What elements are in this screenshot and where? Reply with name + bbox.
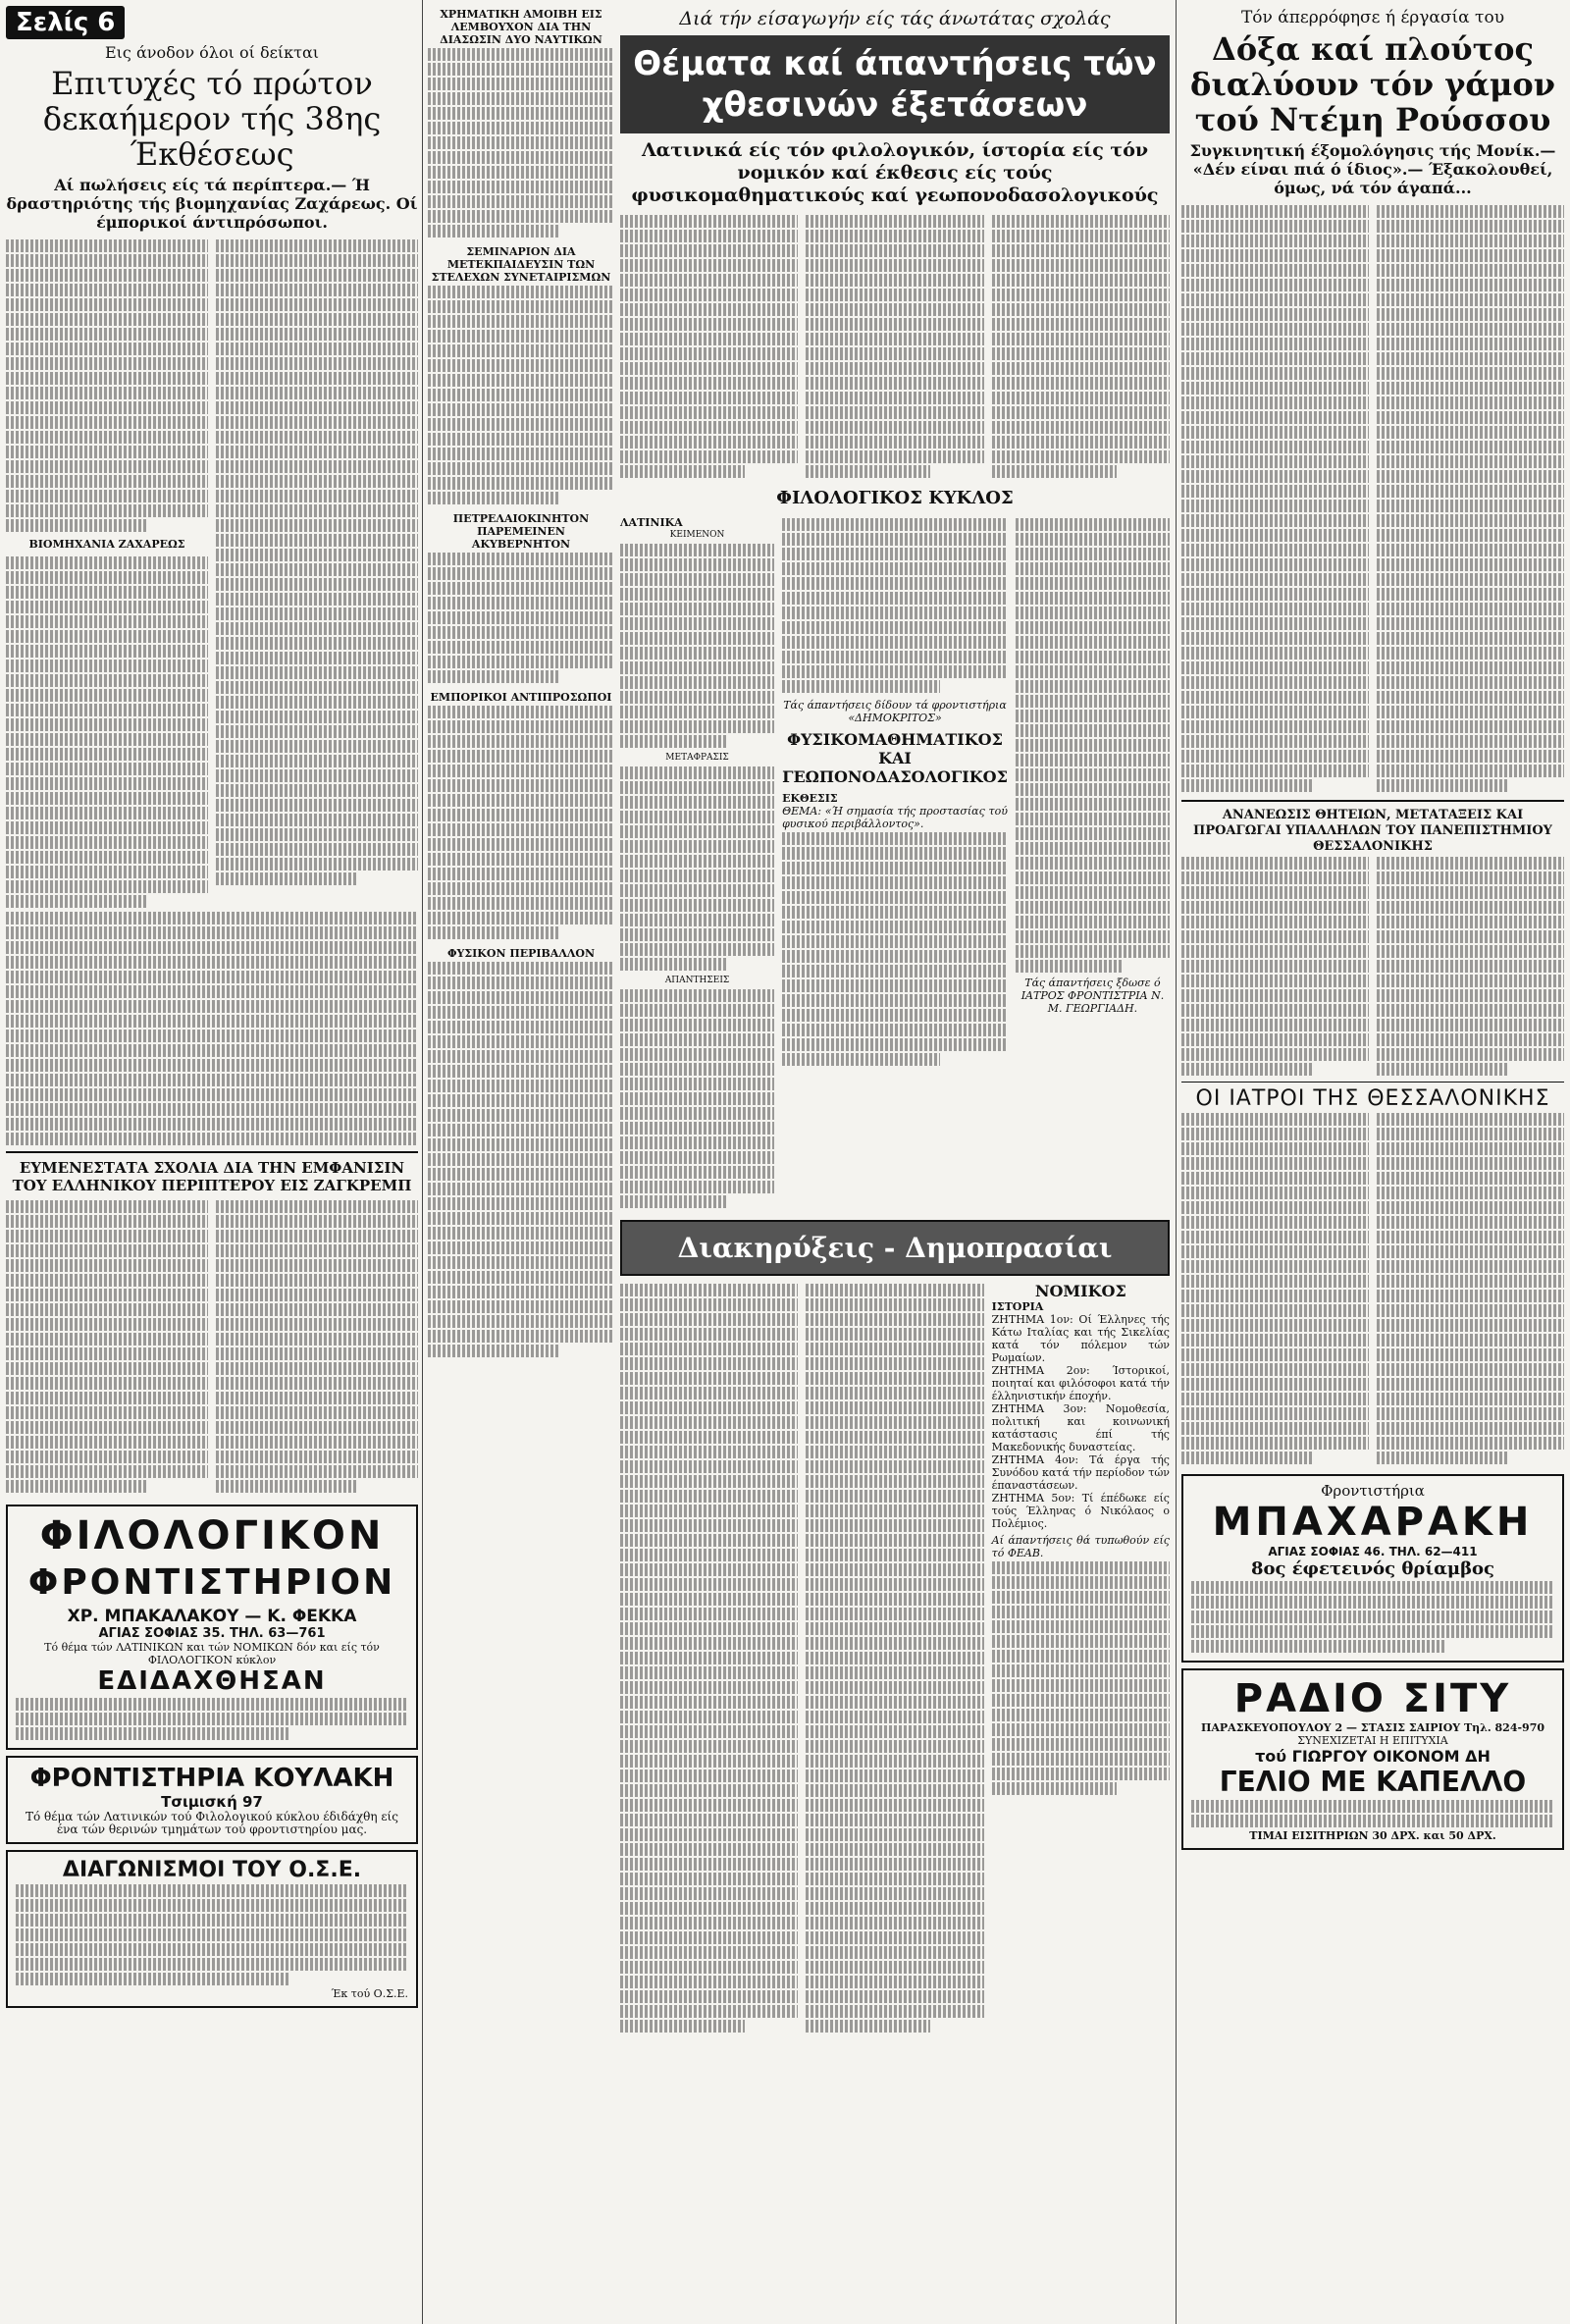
university-section-title: ΑΝΑΝΕΩΣΙΣ ΘΗΤΕΙΩΝ, ΜΕΤΑΤΑΞΕΙΣ ΚΑΙ ΠΡΟΑΓΩΓΑΙ ΥΠΑΛΛΗΛΩΝ ΤΟΥ ΠΑΝΕΠΙΣΤΗΜΙΟΥ ΘΕΣΣΑΛΟΝΙΚΗΣ <box>1193 808 1552 854</box>
ad-koulaki-title: ΦΡΟΝΤΙΣΤΗΡΙΑ ΚΟΥΛΑΚΗ <box>29 1764 394 1793</box>
story1-kicker: Εις άνοδον όλοι οί δείκται <box>104 43 320 62</box>
ad-filologikon-big: ΕΔΙΔΑΧΘΗΣΑΝ <box>97 1666 327 1696</box>
page-label: Σελίς 6 <box>6 6 125 39</box>
ad-filologikon <box>6 1505 418 1750</box>
ad-filologikon-title1: ΦΙΛΟΛΟΓΙΚΟΝ <box>39 1513 385 1558</box>
auction-banner: Διακηρύξεις - Δημοπρασίαι <box>620 1220 1170 1276</box>
ad-radio-city <box>1181 1668 1564 1850</box>
column-second <box>428 0 614 1359</box>
h-seminar: ΣΕΜΙΝΑΡΙΟΝ ΔΙΑ ΜΕΤΕΚΠΑΙΔΕΥΣΙΝ ΤΩΝ ΣΤΕΛΕΧΩΝ ΣΥΝΕΤΑΙΡΙΣΜΩΝ <box>431 245 611 284</box>
column-rule <box>422 0 423 2324</box>
section-fysikomath: ΦΥΣΙΚΟΜΑΘΗΜΑΤΙΚΟΣ ΚΑΙ ΓΕΩΠΟΝΟΔΑΣΟΛΟΓΙΚΟΣ <box>782 730 1008 786</box>
radio-show: ΓΕΛΙΟ ΜΕ ΚΑΠΕΛΛΟ <box>1219 1766 1527 1798</box>
question-2: ΖΗΤΗΜΑ 2ον: Ίστορικοί, ποιηταί και φιλόσοφοι κατά τήν έλληνιστικήν έποχήν. <box>991 1364 1170 1402</box>
ekthesi-theme: ΘΕΜΑ: «Ή σημασία τής προστασίας τού φυσικού περιβάλλοντος». <box>782 805 1008 830</box>
ad-bacharaki-kicker: Φροντιστήρια <box>1321 1482 1425 1500</box>
ad-bacharaki-name: ΜΠΑΧΑΡΑΚΗ <box>1212 1500 1534 1545</box>
question-3: ΖΗΤΗΜΑ 3ον: Νομοθεσία, πολιτική και κοινωνική κατάστασις έπί τής Μακεδονικής δυναστείας. <box>991 1402 1170 1453</box>
ad-filologikon-line: Τό θέμα τών ΛΑΤΙΝΙΚΩΝ και τών ΝΟΜΙΚΩΝ δόν και είς τόν ΦΙΛΟΛΟΓΙΚΟΝ κύκλον <box>44 1641 380 1666</box>
radio-line: ΠΑΡΑΣΚΕΥΟΠΟΥΛΟΥ 2 — ΣΤΑΣΙΣ ΣΑΙΡΙΟΥ Τηλ. 824-970 <box>1200 1721 1545 1734</box>
latin-col-c <box>1016 516 1170 1210</box>
latin-col-a <box>620 516 774 1210</box>
center-intro <box>620 213 1170 480</box>
history-title: ΙΣΤΟΡΙΑ <box>991 1300 1044 1313</box>
ad-filologikon-names: ΧΡ. ΜΠΑΚΑΛΑΚΟΥ — Κ. ΦΕΚΚΑ <box>67 1607 357 1626</box>
doctors-title: ΟΙ ΙΑΤΡΟΙ ΤΗΣ ΘΕΣΣΑΛΟΝΙΚΗΣ <box>1195 1086 1550 1111</box>
story4-deck: Συγκινητική έξομολόγησις τής Μονίκ.— «Δέν είναι πιά ό ίδιος».— Έξακολουθεί, όμως, νά τόν άγαπά... <box>1189 141 1556 197</box>
column-center <box>620 0 1170 2034</box>
sub-heading-sugar: ΒΙΟΜΗΧΑΝΙΑ ΖΑΧΑΡΕΩΣ <box>28 538 185 551</box>
ad-koulaki <box>6 1756 418 1844</box>
section-filologikos: ΦΙΛΟΛΟΓΙΚΟΣ ΚΥΚΛΟΣ <box>776 488 1014 508</box>
h-agents: ΕΜΠΟΡΙΚΟΙ ΑΝΤΙΠΡΟΣΩΠΟΙ <box>430 691 612 704</box>
credit-oeav: Αί άπαντήσεις θά τυπωθούν είς τό ΦΕΑΒ. <box>991 1534 1170 1559</box>
center-deck: Λατινικά είς τόν φιλολογικόν, ίστορία είς τόν νομικόν καί έκθεσις είς τούς φυσικομαθηματικούς καί γεωπονοδασολογικούς <box>631 139 1159 206</box>
column-left <box>6 0 418 2014</box>
h-tanker: ΠΕΤΡΕΛΑΙΟΚΙΝΗΤΟΝ ΠΑΡΕΜΕΙΝΕΝ ΑΚΥΒΕΡΝΗΤΟΝ <box>452 512 590 551</box>
latin-translation-label: ΜΕΤΑΦΡΑΣΙΣ <box>665 753 729 763</box>
latin-text-label: ΚΕΙΜΕΝΟΝ <box>669 530 725 540</box>
ekthesi-title: ΕΚΘΕΣΙΣ <box>782 792 838 805</box>
latin-title: ΛΑΤΙΝΙΚΑ <box>620 516 683 529</box>
column-rule-right <box>1176 0 1177 2324</box>
column-right <box>1181 0 1564 1856</box>
h-environment: ΦΥΣΙΚΟΝ ΠΕΡΙΒΑΛΛΟΝ <box>446 947 596 960</box>
credit-dimokritos: Τάς άπαντήσεις δίδουν τά φροντιστήρια «ΔΗΜΟΚΡΙΤΟΣ» <box>783 699 1007 724</box>
story1-deck: Αί πωλήσεις είς τά περίπτερα.— Ή δραστηριότης τής βιομηχανίας Ζαχάρεως. Οί έμπορικοί άντιπρόσωποι. <box>6 176 418 232</box>
story1-headline: Επιτυχές τό πρώτον δεκαήμερον τής 38ης Έκθέσεως <box>42 65 382 173</box>
latin-answers-label: ΑΠΑΝΤΗΣΕΙΣ <box>664 976 730 985</box>
story2-headline: ΕΥΜΕΝΕΣΤΑΤΑ ΣΧΟΛΙΑ ΔΙΑ ΤΗΝ ΕΜΦΑΝΙΣΙΝ ΤΟΥ ΕΛΛΗΝΙΚΟΥ ΠΕΡΙΠΤΕΡΟΥ ΕΙΣ ΖΑΓΚΡΕΜΠ <box>12 1159 412 1194</box>
ad-bacharaki <box>1181 1474 1564 1663</box>
story1-col-a <box>6 238 208 910</box>
story2-body <box>6 1198 418 1495</box>
auction-columns <box>620 1282 1170 2034</box>
radio-prices: ΤΙΜΑΙ ΕΙΣΙΤΗΡΙΩΝ 30 ΔΡΧ. και 50 ΔΡΧ. <box>1249 1829 1496 1842</box>
ad-ose <box>6 1850 418 2008</box>
center-banner: Θέματα καί άπαντήσεις τών χθεσινών έξετάσεων <box>620 35 1170 133</box>
story1-col-b <box>216 238 418 910</box>
story1-body <box>6 238 418 910</box>
latin-col-b <box>782 516 1008 1210</box>
story4-headline: Δόξα καί πλούτος διαλύουν τόν γάμον τού Ντέμη Ρούσσου <box>1190 30 1555 138</box>
center-kicker: Διά τήν είσαγωγήν είς τάς άνωτάτας σχολάς <box>679 8 1111 29</box>
ad-filologikon-title2: ΦΡΟΝΤΙΣΤΗΡΙΟΝ <box>27 1562 396 1603</box>
ad-filologikon-addr: ΑΓΙΑΣ ΣΟΦΙΑΣ 35. ΤΗΛ. 63—761 <box>98 1626 326 1641</box>
credit-georgiadi: Τάς άπαντήσεις ξδωσε ό ΙΑΤΡΟΣ ΦΡΟΝΤΙΣΤΡΙΑ Ν. Μ. ΓΕΩΡΓΙΑΔΗ. <box>1020 977 1165 1015</box>
section-nomikos: ΝΟΜΙΚΟΣ <box>1034 1282 1126 1300</box>
question-1: ΖΗΤΗΜΑ 1ον: Οί Έλληνες τής Κάτω Ιταλίας και τής Σικελίας κατά τόν πόλεμον τών Ρωμαίων. <box>991 1313 1170 1364</box>
ad-koulaki-addr: Τσιμισκή 97 <box>161 1793 263 1811</box>
ad-bacharaki-addr: ΑΓΙΑΣ ΣΟΦΙΑΣ 46. ΤΗΛ. 62—411 <box>1268 1545 1478 1558</box>
radio-show-by: τού ΓΙΩΡΓΟΥ ΟΙΚΟΝΟΜ ΔΗ <box>1255 1747 1491 1766</box>
ad-ose-title: ΔΙΑΓΩΝΙΣΜΟΙ ΤΟΥ Ο.Σ.Ε. <box>62 1858 362 1882</box>
radio-cont: ΣΥΝΕΧΙΖΕΤΑΙ Η ΕΠΙΤΥΧΙΑ <box>1297 1734 1448 1747</box>
ad-bacharaki-tag: 8ος έφετεινός θρίαμβος <box>1250 1558 1495 1579</box>
ad-ose-foot: Έκ τού Ο.Σ.Ε. <box>331 1987 408 2000</box>
ad-koulaki-body: Τό θέμα τών Λατινικών τού Φιλολογικού κύκλου έδιδάχθη είς ένα τών θερινών τμημάτων τού φροντιστηρίου μας. <box>26 1810 398 1836</box>
question-5: ΖΗΤΗΜΑ 5ον: Τί έπέδωκε είς τούς Έλληνας ό Νικόλαος ο Πολέμιος. <box>991 1492 1170 1530</box>
story4-kicker: Τόν άπερρόφησε ή έργασία του <box>1240 8 1505 27</box>
h-reward: ΧΡΗΜΑΤΙΚΗ ΑΜΟΙΒΗ ΕΙΣ ΛΕΜΒΟΥΧΟΝ ΔΙΑ ΤΗΝ ΔΙΑΣΩΣΙΝ ΔΥΟ ΝΑΥΤΙΚΩΝ <box>440 8 602 46</box>
question-4: ΖΗΤΗΜΑ 4ον: Τά έργα τής Συνόδου κατά τήν περίοδον τών έπαναστάσεων. <box>991 1453 1170 1492</box>
radio-title: ΡΑΔΙΟ ΣΙΤΥ <box>1233 1676 1512 1721</box>
